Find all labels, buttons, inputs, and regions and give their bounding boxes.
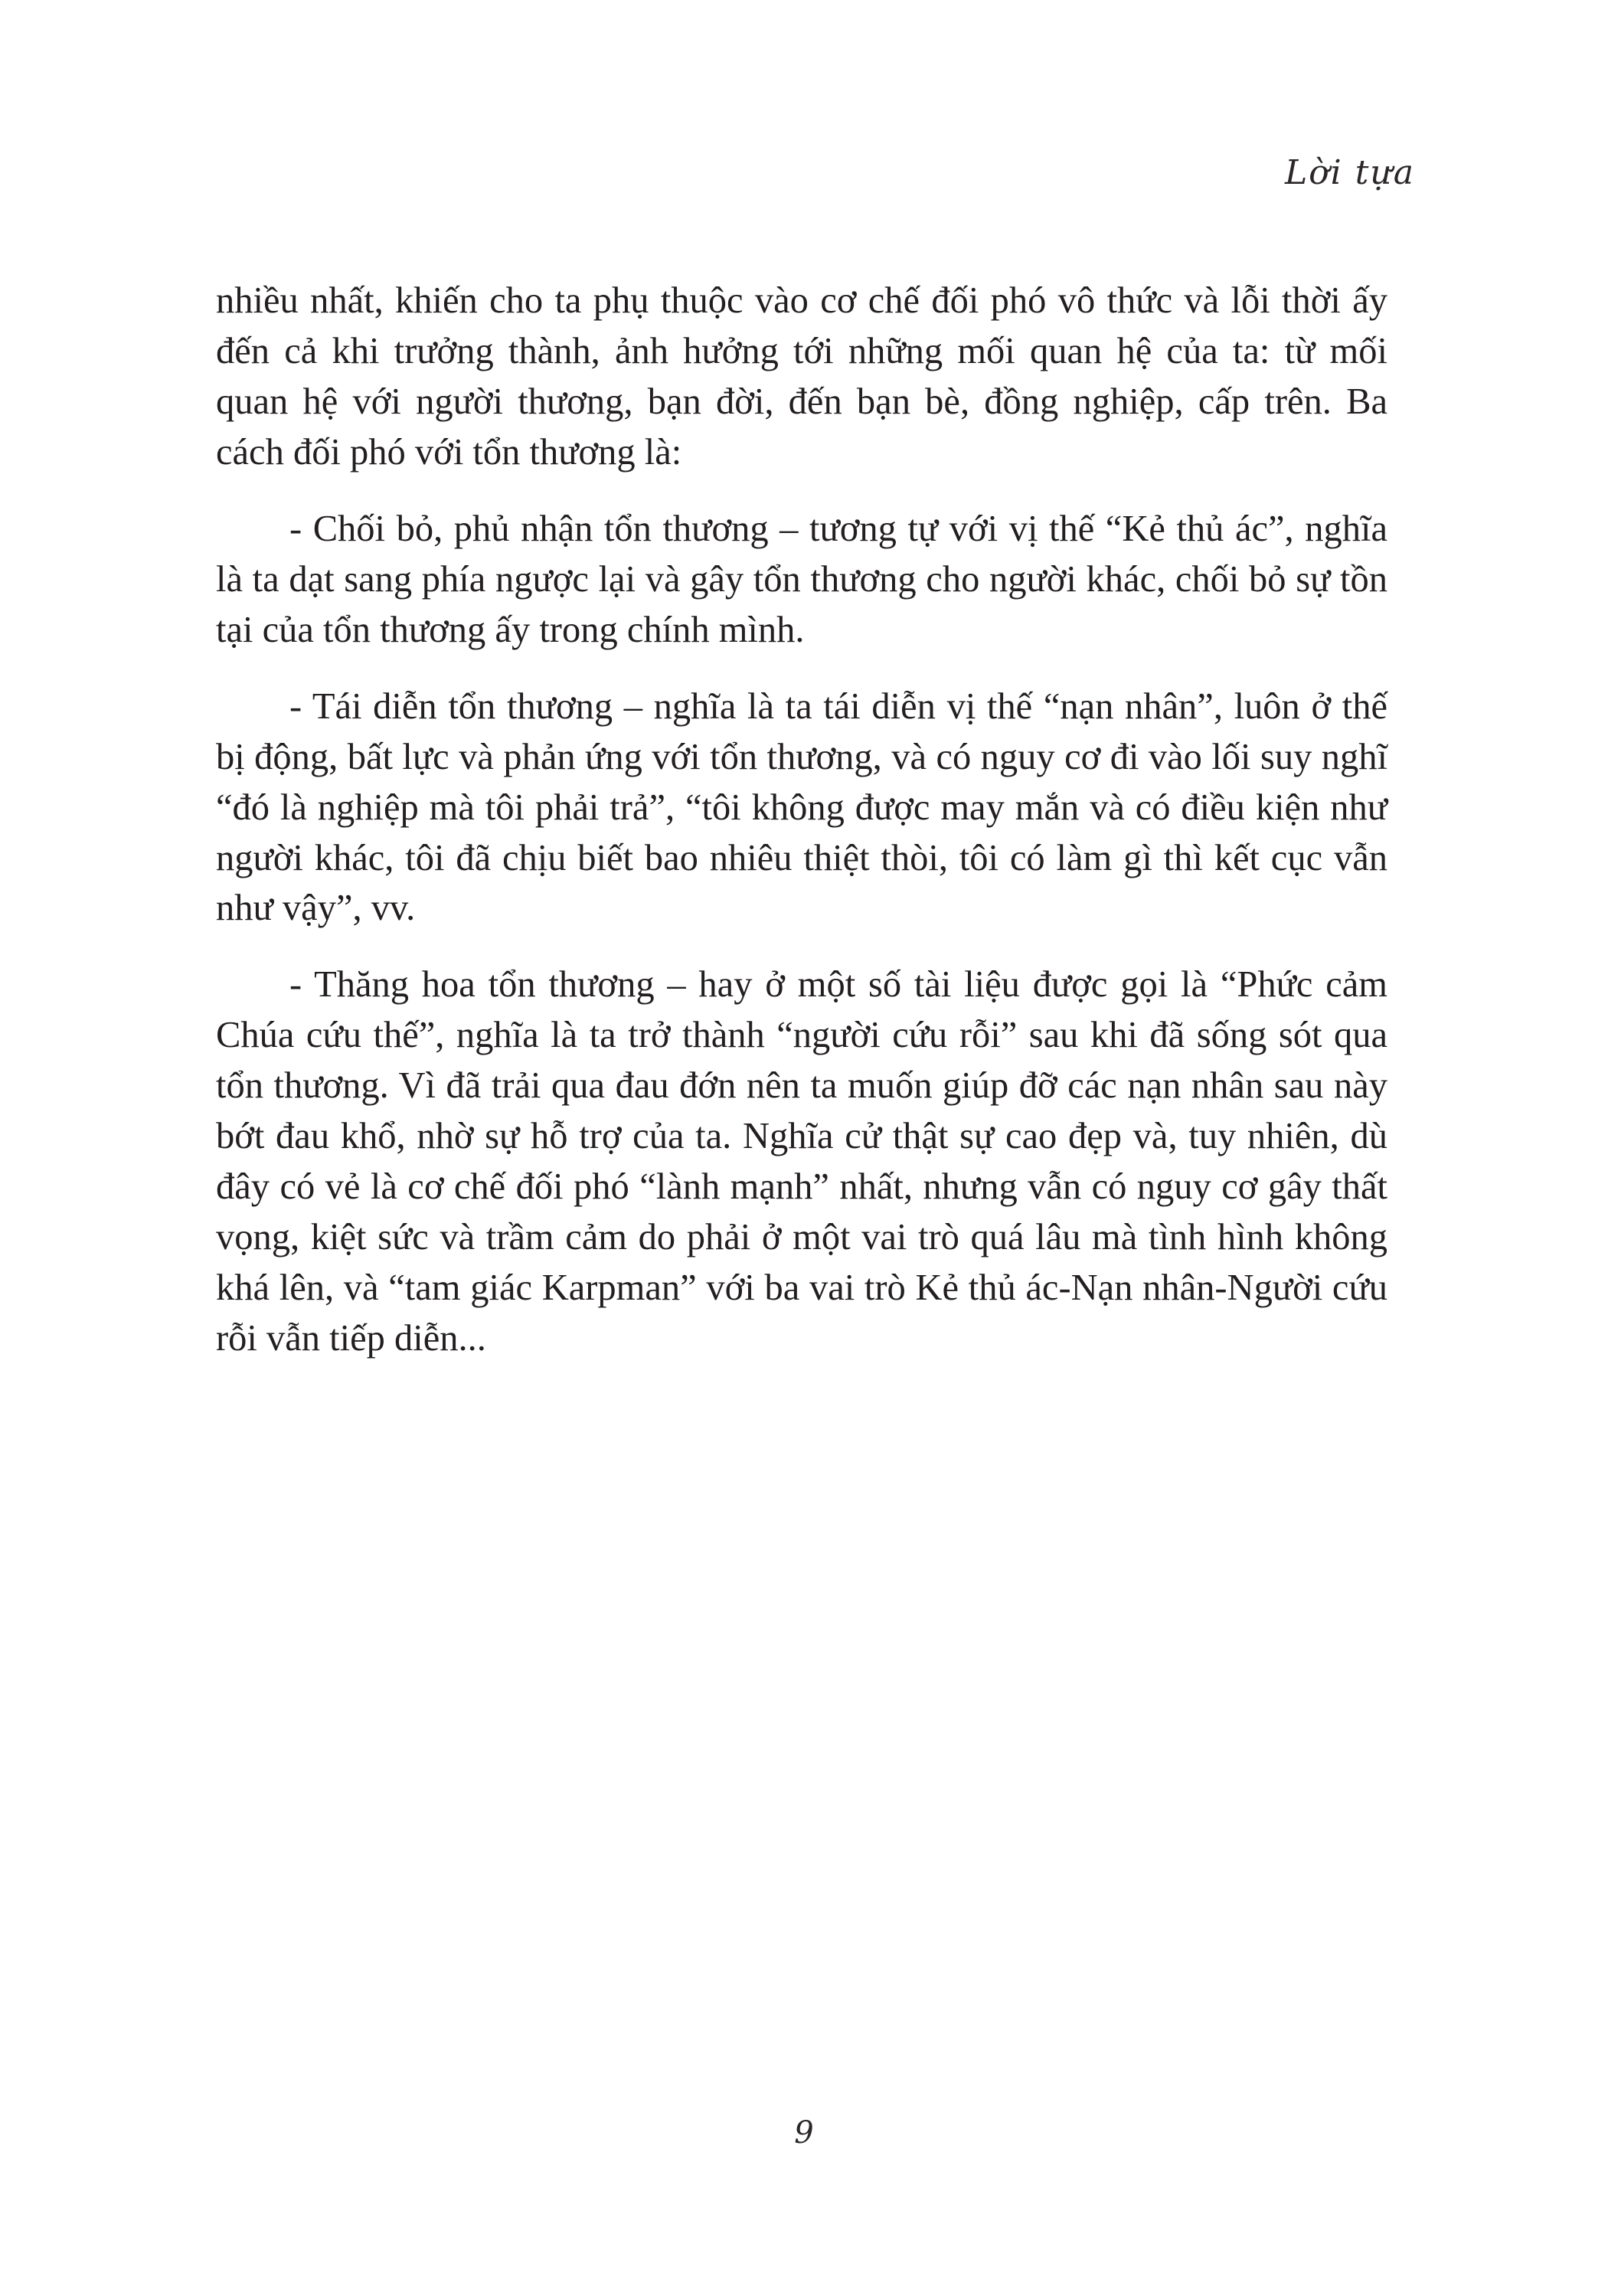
paragraph: - Tái diễn tổn thương – nghĩa là ta tái diễn vị thế “nạn nhân”, luôn ở thế bị động, bất lực và phản ứng với tổn thương, và có nguy cơ đi vào lối suy nghĩ “đó là nghiệp mà tôi phải trả”, “tôi không được may mắn và có điều kiện như người khác, tôi đã chịu biết bao nhiêu thiệt thòi, tôi có làm gì thì kết cục vẫn như vậy”, vv. xyxy=(216,685,1387,929)
paragraph: nhiều nhất, khiến cho ta phụ thuộc vào cơ chế đối phó vô thức và lỗi thời ấy đến cả khi trưởng thành, ảnh hưởng tới những mối quan hệ của ta: từ mối quan hệ với người thương, bạn đời, đến bạn bè, đồng nghiệp, cấp trên. Ba cách đối phó với tổn thương là: xyxy=(216,280,1387,473)
paragraph: - Thăng hoa tổn thương – hay ở một số tài liệu được gọi là “Phức cảm Chúa cứu thế”, nghĩa là ta trở thành “người cứu rỗi” sau khi đã sống sót qua tổn thương. Vì đã trải qua đau đớn nên ta muốn giúp đỡ các nạn nhân sau này bớt đau khổ, nhờ sự hỗ trợ của ta. Nghĩa cử thật sự cao đẹp và, tuy nhiên, dù đây có vẻ là cơ chế đối phó “lành mạnh” nhất, nhưng vẫn có nguy cơ gây thất vọng, kiệt sức và trầm cảm do phải ở một vai trò quá lâu mà tình hình không khá lên, và “tam giác Karpman” với ba vai trò Kẻ thủ ác-Nạn nhân-Người cứu rỗi vẫn tiếp diễn... xyxy=(216,964,1387,1359)
page-number: 9 xyxy=(794,2115,814,2150)
paragraph: - Chối bỏ, phủ nhận tổn thương – tương tự với vị thế “Kẻ thủ ác”, nghĩa là ta dạt sang phía ngược lại và gây tổn thương cho người khác, chối bỏ sự tồn tại của tổn thương ấy trong chính mình. xyxy=(216,508,1387,650)
running-head: Lời tựa xyxy=(1284,153,1415,192)
body-text-block xyxy=(216,276,1387,1364)
